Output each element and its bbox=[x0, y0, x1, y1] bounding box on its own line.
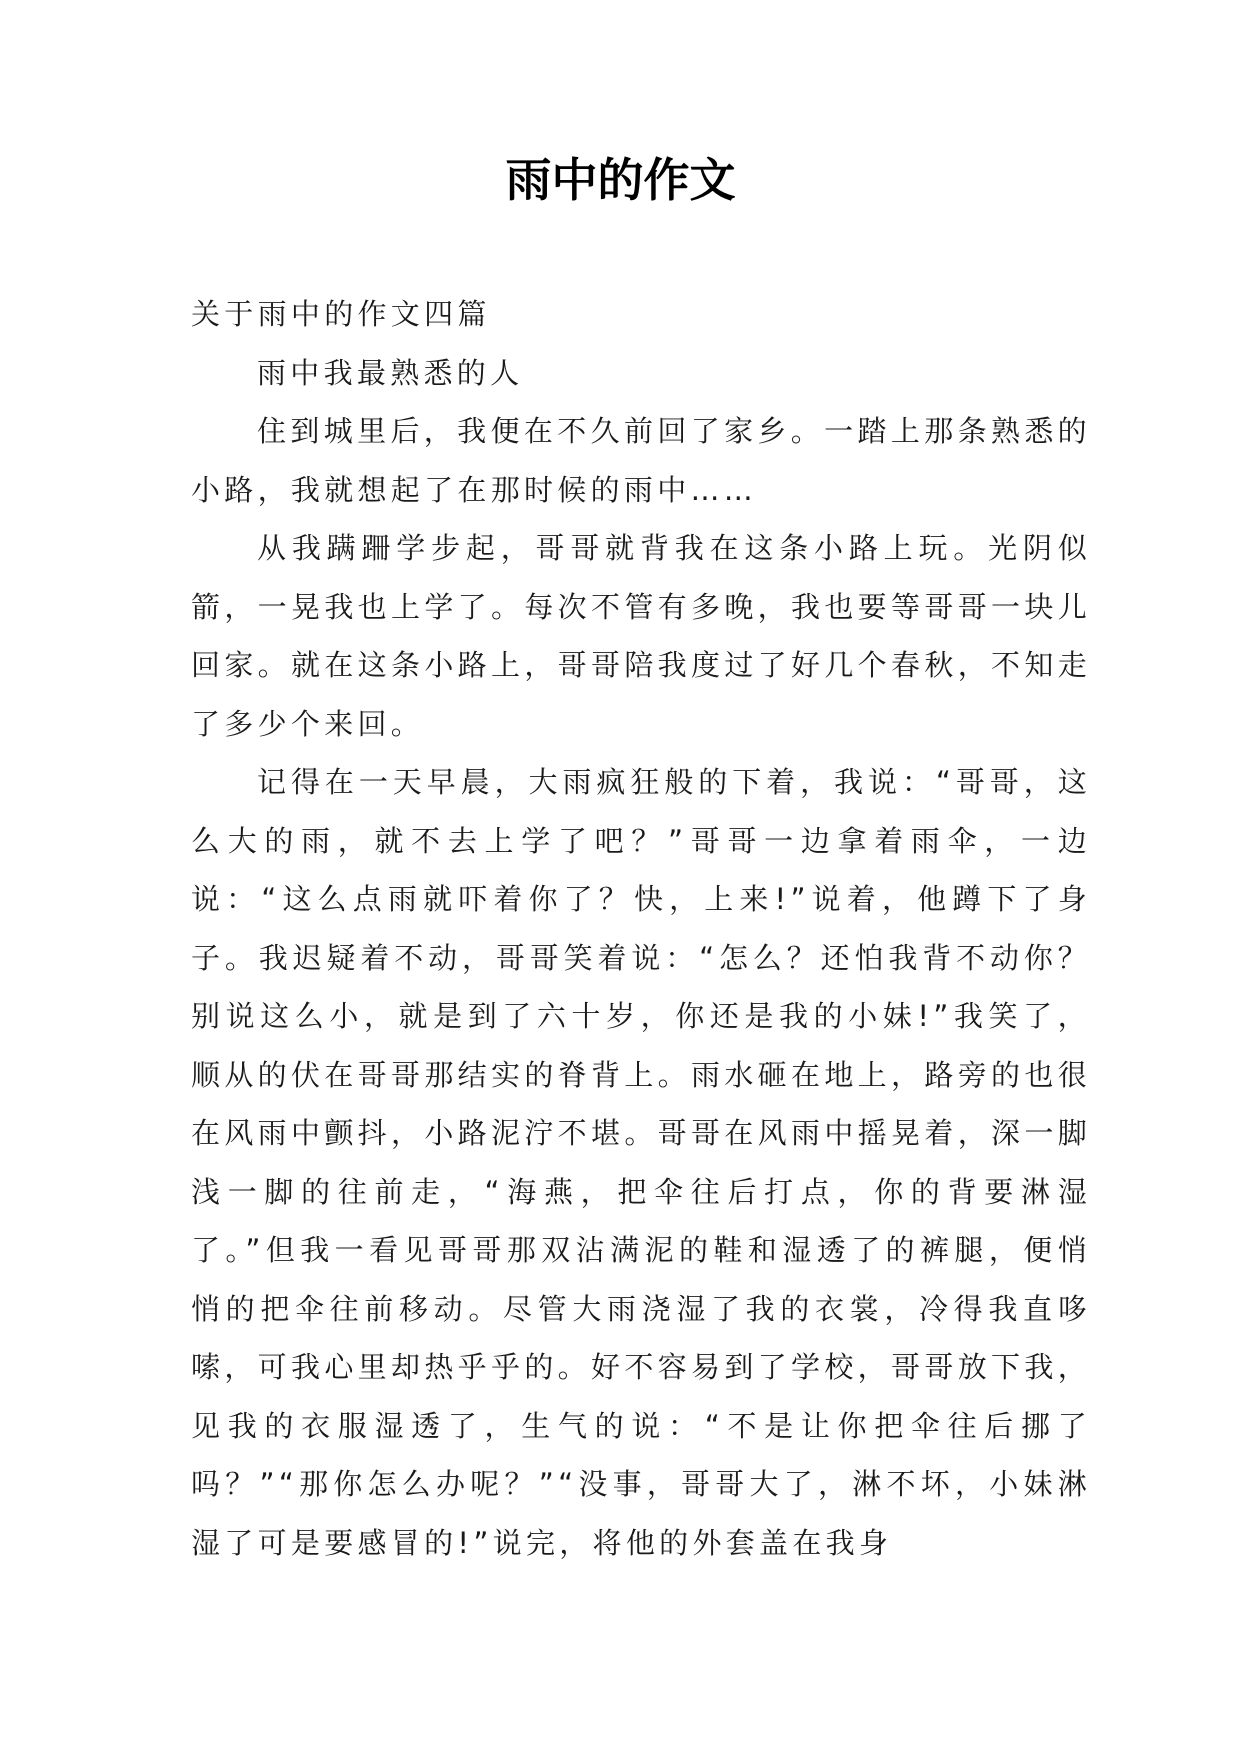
article-heading: 关于雨中的作文四篇 bbox=[191, 297, 491, 331]
document-title: 雨中的作文 bbox=[505, 153, 736, 207]
body-paragraph: 住到城里后，我便在不久前回了家乡。一踏上那条熟悉的小路，我就想起了在那时候的雨中…… bbox=[191, 414, 1091, 507]
body-paragraph: 从我蹒跚学步起，哥哥就背我在这条小路上玩。光阴似箭，一晃我也上学了。每次不管有多晚，我也要等哥哥一块儿回家。就在这条小路上，哥哥陪我度过了好几个春秋，不知走了多少个来回。 bbox=[191, 531, 1091, 741]
section-heading: 雨中我最熟悉的人 bbox=[257, 355, 524, 390]
body-paragraph: 记得在一天早晨，大雨疯狂般的下着，我说：“哥哥，这么大的雨，就不去上学了吧？”哥哥一边拿着雨伞，一边说：“这么点雨就吓着你了？快，上来!”说着，他蹲下了身子。我迟疑着不动，哥哥笑着说：“怎么？还怕我背不动你？别说这么小，就是到了六十岁，你还是我的小妹!”我笑了，顺从的伏在哥哥那结实的脊背上。雨水砸在地上，路旁的也很在风雨中颤抖，小路泥泞不堪。哥哥在风雨中摇晃着，深一脚浅一脚的往前走，“海燕，把伞往后打点，你的背要淋湿了。”但我一看见哥哥那双沾满泥的鞋和湿透了的裤腿，便悄悄的把伞往前移动。尽管大雨浇湿了我的衣裳，冷得我直哆嗦，可我心里却热乎乎的。好不容易到了学校，哥哥放下我，见我的衣服湿透了，生气的说：“不是让你把伞往后挪了吗？”“那你怎么办呢？”“没事，哥哥大了，淋不坏，小妹淋湿了可是要感冒的!”说完，将他的外套盖在我身 bbox=[191, 765, 1091, 1560]
document-body bbox=[191, 285, 1091, 1572]
